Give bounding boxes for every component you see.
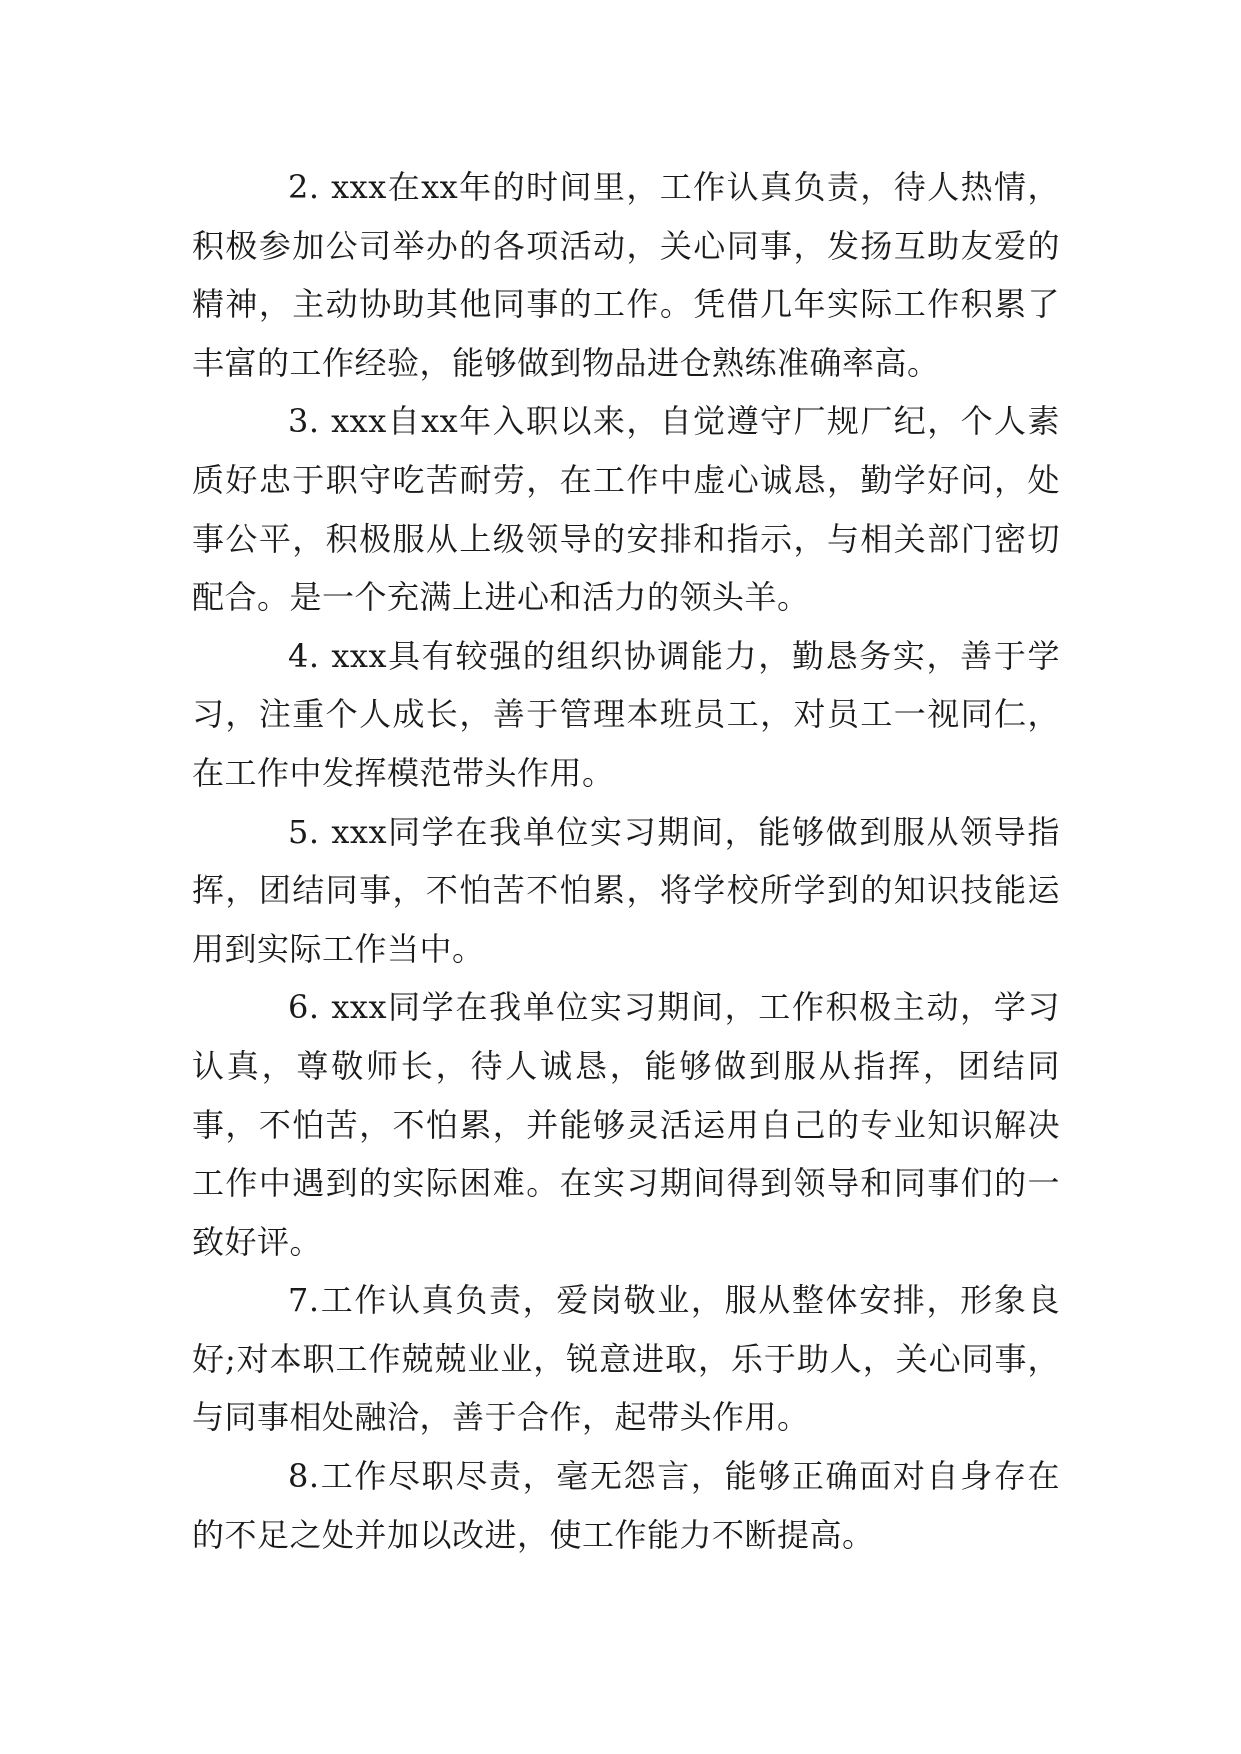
paragraph-7: 7.工作认真负责，爱岗敬业，服从整体安排，形象良好;对本职工作兢兢业业，锐意进取，乐于助人，关心同事，与同事相处融洽，善于合作，起带头作用。 [192, 1281, 1060, 1437]
document-body [192, 158, 1060, 1564]
paragraph-4: 4. xxx具有较强的组织协调能力，勤恳务实，善于学习，注重个人成长，善于管理本班员工，对员工一视同仁，在工作中发挥模范带头作用。 [192, 636, 1060, 792]
paragraph-5: 5. xxx同学在我单位实习期间，能够做到服从领导指挥，团结同事，不怕苦不怕累，将学校所学到的知识技能运用到实际工作当中。 [192, 812, 1060, 968]
paragraph-2: 2. xxx在xx年的时间里，工作认真负责，待人热情，积极参加公司举办的各项活动，关心同事，发扬互助友爱的精神，主动协助其他同事的工作。凭借几年实际工作积累了丰富的工作经验，能够做到物品进仓熟练准确率高。 [192, 168, 1060, 382]
paragraph-8: 8.工作尽职尽责，毫无怨言，能够正确面对自身存在的不足之处并加以改进，使工作能力不断提高。 [192, 1457, 1060, 1554]
paragraph-3: 3. xxx自xx年入职以来，自觉遵守厂规厂纪，个人素质好忠于职守吃苦耐劳，在工作中虚心诚恳，勤学好问，处事公平，积极服从上级领导的安排和指示，与相关部门密切配合。是一个充满上进心和活力的领头羊。 [192, 402, 1060, 617]
paragraph-6: 6. xxx同学在我单位实习期间，工作积极主动，学习认真，尊敬师长，待人诚恳，能够做到服从指挥，团结同事，不怕苦，不怕累，并能够灵活运用自己的专业知识解决工作中遇到的实际困难。在实习期间得到领导和同事们的一致好评。 [192, 988, 1060, 1261]
